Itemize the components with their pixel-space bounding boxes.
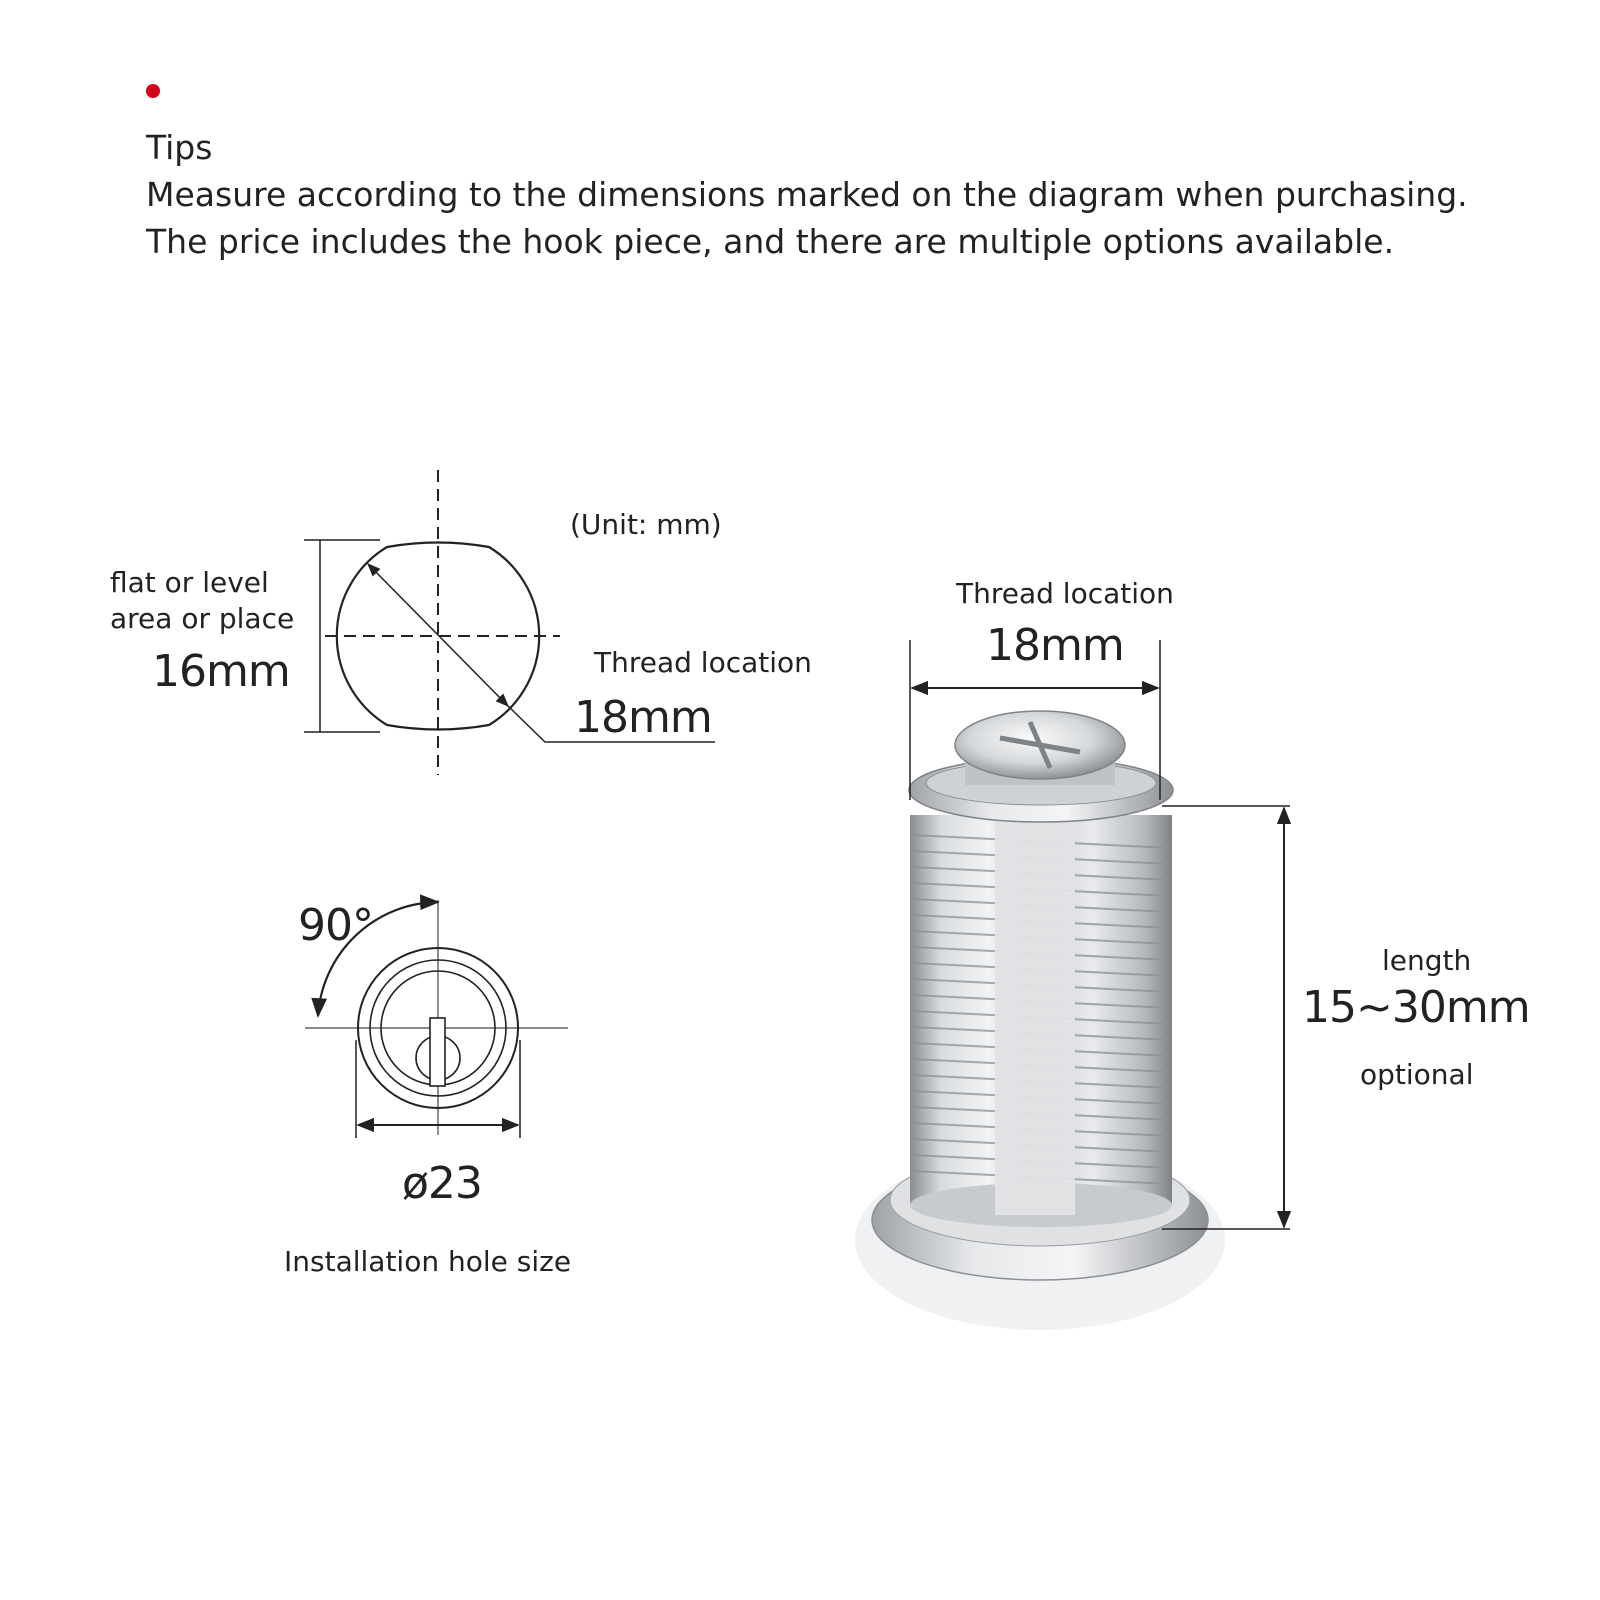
tips-title: Tips <box>146 128 213 167</box>
tips-line-1: Measure according to the dimensions marked on the diagram when purchasing. <box>146 175 1468 214</box>
tips-line-2: The price includes the hook piece, and there are multiple options available. <box>146 222 1395 261</box>
length-value: 15~30mm <box>1302 982 1530 1033</box>
cam-lock-illustration <box>855 711 1225 1330</box>
flat-value: 16mm <box>152 646 290 697</box>
thread-label-right: Thread location <box>956 577 1174 610</box>
thread-label-left: Thread location <box>594 646 812 679</box>
thread-value-right: 18mm <box>986 620 1124 671</box>
flat-label-line1: flat or level <box>110 566 269 599</box>
rotation-angle: 90° <box>298 900 373 951</box>
thread-value-left: 18mm <box>574 692 712 743</box>
length-label: length <box>1382 944 1472 977</box>
flat-label-line2: area or place <box>110 602 295 635</box>
unit-label: (Unit: mm) <box>570 508 722 541</box>
installation-caption: Installation hole size <box>284 1245 572 1278</box>
length-note: optional <box>1360 1058 1474 1091</box>
hole-diameter: ø23 <box>402 1158 482 1209</box>
